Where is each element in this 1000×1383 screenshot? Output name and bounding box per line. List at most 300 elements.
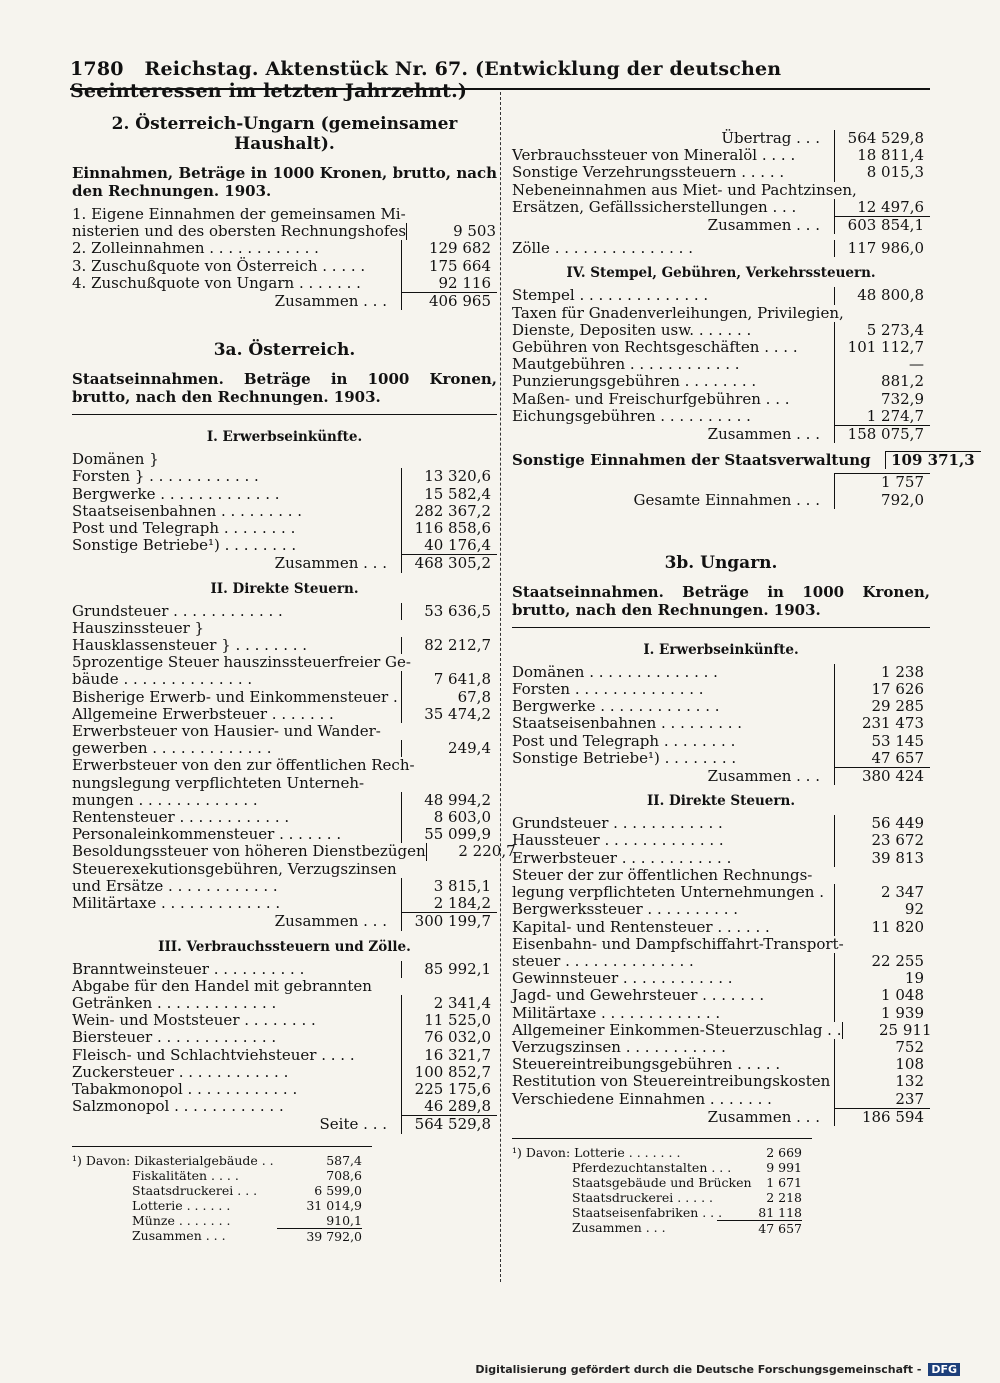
carry-label: Übertrag . . .: [721, 129, 820, 147]
hungary-table: [512, 627, 930, 1126]
right-column: [512, 110, 975, 1236]
total-label: Zusammen . . .: [707, 425, 820, 444]
row-value: 19: [834, 970, 930, 987]
row-label: Wein- und Moststeuer . . . . . . . .: [72, 1011, 316, 1030]
austria-continued-rows: [512, 147, 930, 216]
table-row: [512, 698, 930, 715]
row-label: Domänen . . . . . . . . . . . . . .: [512, 662, 718, 681]
row-value: 3 815,1: [401, 878, 497, 895]
table-row: [72, 620, 497, 637]
table-row: [72, 223, 497, 240]
table-row: [72, 740, 497, 757]
row-label: Eisenbahn- und Dampfschiffahrt-Transport-: [512, 934, 844, 953]
row-value: 2 184,2: [401, 895, 497, 912]
hungary-group1-rows: [512, 664, 930, 767]
header-rule: [70, 88, 930, 90]
table-row: [512, 936, 930, 953]
total-label: Zusammen . . .: [274, 554, 387, 573]
row-value: 11 525,0: [401, 1012, 497, 1029]
row-value: 101 112,7: [834, 339, 930, 356]
footnote-row: [512, 1145, 812, 1160]
total-label: Zusammen . . .: [707, 1107, 820, 1126]
austria-group2-rows: [72, 601, 516, 913]
row-label: Branntweinsteuer . . . . . . . . . .: [72, 959, 305, 978]
table-row: [72, 995, 497, 1012]
zoelle-label: Zölle . . . . . . . . . . . . . . .: [512, 239, 693, 258]
footnote-row: [72, 1153, 372, 1168]
table-row: [512, 953, 930, 970]
row-label: Haussteuer . . . . . . . . . . . . .: [512, 831, 724, 850]
row-label: legung verpflichteten Unternehmungen .: [512, 883, 824, 902]
table-row: [512, 750, 930, 767]
footnote-label: Staatsdruckerei . . .: [132, 1182, 258, 1198]
row-label: Bisherige Erwerb- und Einkommensteuer .: [72, 687, 398, 706]
footnote-row: [512, 1205, 812, 1220]
footnote-value: 9 991: [766, 1159, 802, 1175]
footer-text: Digitalisierung gefördert durch die Deutsche Forschungsgemeinschaft -: [475, 1363, 922, 1376]
total-value: 186 594: [834, 1108, 930, 1126]
row-label: Biersteuer . . . . . . . . . . . . .: [72, 1028, 277, 1047]
row-value: 8 603,0: [401, 809, 497, 826]
row-label: Militärtaxe . . . . . . . . . . . . .: [72, 894, 281, 913]
row-label: Sonstige Verzehrungssteuern . . . . .: [512, 163, 785, 182]
row-value: 237: [834, 1091, 930, 1108]
total-label: Zusammen . . .: [707, 216, 820, 235]
table-row: [512, 373, 930, 390]
footnote-austria: [72, 1146, 372, 1244]
table-row: [72, 486, 497, 503]
group-total-row: [512, 1108, 930, 1126]
page-header-title: Reichstag. Aktenstück Nr. 67. (Entwicklung der deutschen Seeinteressen im letzten Jahrzehnt.): [70, 58, 782, 102]
row-label: Verzugszinsen . . . . . . . . . . .: [512, 1037, 726, 1056]
table-row: [72, 689, 497, 706]
footnote-row: [72, 1168, 372, 1183]
row-value: 9 503: [406, 223, 502, 240]
table-row: [72, 723, 497, 740]
column-separator: [500, 92, 501, 1282]
row-value: 13 320,6: [401, 468, 497, 485]
footnote-value: 81 118: [758, 1204, 802, 1220]
table-row: [72, 842, 516, 861]
row-label: Post und Telegraph . . . . . . . .: [72, 519, 296, 538]
table-row: [72, 809, 497, 826]
row-value: 752: [834, 1039, 930, 1056]
row-value: 1 238: [834, 664, 930, 681]
table-row: [512, 715, 930, 732]
group-heading: II. Direkte Steuern.: [210, 580, 359, 597]
table-row: [72, 654, 497, 671]
footnote-hungary: [512, 1138, 812, 1236]
row-value: 35 474,2: [401, 706, 497, 723]
row-label: Zuckersteuer . . . . . . . . . . . .: [72, 1062, 289, 1081]
row-label: Eichungsgebühren . . . . . . . . . .: [512, 406, 751, 425]
row-label: Restitution von Steuereintreibungskosten: [512, 1072, 831, 1091]
footnote-value: 708,6: [326, 1167, 362, 1183]
table-row: [72, 826, 497, 843]
group-heading: I. Erwerbseinkünfte.: [206, 429, 363, 446]
row-label: 3. Zuschußquote von Österreich . . . . .: [72, 256, 366, 275]
total-value: 603 854,1: [834, 216, 930, 234]
row-label: 1. Eigene Einnahmen der gemeinsamen Mi-: [72, 205, 406, 223]
row-label: Bergwerke . . . . . . . . . . . . .: [72, 484, 280, 503]
row-value: 732,9: [834, 391, 930, 408]
row-value: 22 255: [834, 953, 930, 970]
row-label: Staatseisenbahnen . . . . . . . . .: [72, 501, 303, 520]
group-heading: IV. Stempel, Gebühren, Verkehrssteuern.: [566, 265, 876, 282]
row-label: Punzierungsgebühren . . . . . . . .: [512, 372, 757, 391]
footnote-row: [72, 1198, 372, 1213]
table-row: [512, 322, 930, 339]
table-row: [512, 664, 930, 681]
row-label: Steuerexekutionsgebühren, Verzugszinsen: [72, 859, 397, 878]
table-row: [72, 451, 497, 468]
row-value: 23 672: [834, 832, 930, 849]
table-row: [72, 275, 497, 292]
table-row: [72, 1098, 497, 1115]
footnote-row: [72, 1213, 372, 1228]
table-row: [512, 1039, 930, 1056]
row-label: bäude . . . . . . . . . . . . . .: [72, 670, 253, 689]
row-label: 5prozentige Steuer hauszinssteuerfreier Ge-: [72, 653, 411, 672]
group-heading: I. Erwerbseinkünfte.: [643, 641, 799, 658]
row-label: Allgemeine Erwerbsteuer . . . . . . .: [72, 704, 334, 723]
table-row: [72, 861, 497, 878]
footnote-row: [512, 1175, 812, 1190]
footnote-label: Pferdezuchtanstalten . . .: [572, 1159, 732, 1175]
table-row: [512, 408, 930, 425]
table-row: [72, 1064, 497, 1081]
section-title-austria: 3a. Österreich.: [213, 340, 356, 361]
table-row: [512, 147, 930, 164]
table-row: [72, 878, 497, 895]
footnote-value: 587,4: [326, 1152, 362, 1168]
row-label: Abgabe für den Handel mit gebrannten: [72, 976, 372, 995]
total-value: 158 075,7: [834, 425, 930, 443]
row-label: Sonstige Betriebe¹) . . . . . . . .: [72, 536, 297, 555]
row-label: Steuer der zur öffentlichen Rechnungs-: [512, 865, 813, 884]
row-value: 881,2: [834, 373, 930, 390]
row-label: Nebeneinnahmen aus Miet- und Pachtzinsen,: [512, 180, 857, 199]
table-row: [72, 258, 497, 275]
section-title-austria-hungary: 2. Österreich-Ungarn (gemeinsamer Haushalt).: [111, 114, 458, 154]
row-value: 18 811,4: [834, 147, 930, 164]
table-row: [512, 339, 930, 356]
table-row: [72, 961, 497, 978]
table-row: [512, 733, 930, 750]
section-title-hungary: 3b. Ungarn.: [664, 552, 778, 573]
footnote-label: Staatseisenfabriken . . .: [572, 1204, 723, 1220]
austria-table: [72, 414, 516, 1134]
section-subtitle-austria: Staatseinnahmen. Beträge in 1000 Kronen, brutto, nach den Rechnungen. 1903.: [72, 370, 497, 407]
row-label: Taxen für Gnadenverleihungen, Privilegien,: [512, 303, 844, 322]
row-label: Erwerbsteuer . . . . . . . . . . . .: [512, 848, 732, 867]
row-value: 47 657: [834, 750, 930, 767]
footnote-total-row: [512, 1220, 812, 1236]
table-row: [512, 356, 930, 373]
zoelle-value: 117 986,0: [834, 240, 930, 257]
row-label: nisterien und des obersten Rechnungshofes: [72, 222, 407, 241]
total-label: Seite . . .: [319, 1115, 387, 1134]
row-label: Allgemeiner Einkommen-Steuerzuschlag . .: [512, 1020, 842, 1039]
row-label: Steuereintreibungsgebühren . . . . .: [512, 1055, 781, 1074]
total-value: 300 199,7: [401, 912, 497, 930]
row-value: 48 994,2: [401, 792, 497, 809]
total-value: 406 965: [401, 292, 497, 310]
footnote-label: Lotterie . . . . . .: [132, 1197, 231, 1213]
table-row: [72, 503, 497, 520]
table-row: [512, 1056, 930, 1073]
table-row: [72, 1029, 497, 1046]
row-label: nungslegung verpflichteten Unterneh-: [72, 773, 365, 792]
footnote-total-value: 47 657: [717, 1220, 802, 1236]
table-row: [72, 775, 497, 792]
row-value: 2 341,4: [401, 995, 497, 1012]
table-row: [512, 987, 930, 1004]
row-label: gewerben . . . . . . . . . . . . .: [72, 739, 272, 758]
austria-hungary-total-row: [72, 292, 497, 310]
total-value: 468 305,2: [401, 554, 497, 572]
table-row: [512, 287, 930, 304]
row-label: Ersätzen, Gefällssicherstellungen . . .: [512, 197, 797, 216]
total-label: Zusammen . . .: [274, 912, 387, 931]
row-value: 76 032,0: [401, 1029, 497, 1046]
dfg-logo: DFG: [928, 1363, 960, 1376]
table-row: [72, 792, 497, 809]
row-value: 17 626: [834, 681, 930, 698]
row-value: 53 636,5: [401, 603, 497, 620]
group-total-row: [72, 554, 497, 572]
row-label: 4. Zuschußquote von Ungarn . . . . . . .: [72, 273, 361, 292]
footnote-total-value: 39 792,0: [277, 1228, 362, 1244]
table-row: [72, 520, 497, 537]
table-row: [512, 1005, 930, 1022]
table-row: [72, 637, 497, 654]
row-label: Sonstige Betriebe¹) . . . . . . . .: [512, 748, 737, 767]
row-label: Bergwerke . . . . . . . . . . . . .: [512, 697, 720, 716]
footnote-rows: [512, 1145, 812, 1220]
row-label: Gebühren von Rechtsgeschäften . . . .: [512, 338, 798, 357]
table-row: [512, 832, 930, 849]
row-value: 5 273,4: [834, 322, 930, 339]
row-label: Forsten } . . . . . . . . . . . .: [72, 467, 259, 486]
group-total-row: [512, 767, 930, 785]
table-row: [72, 895, 497, 912]
footnote-value: 31 014,9: [306, 1197, 362, 1213]
table-row: [72, 706, 497, 723]
row-label: Grundsteuer . . . . . . . . . . . .: [512, 814, 723, 833]
row-label: Post und Telegraph . . . . . . . .: [512, 731, 736, 750]
group-total-row: [72, 912, 497, 930]
table-row: [512, 681, 930, 698]
grand-total-row: [512, 473, 930, 508]
carry-value: 564 529,8: [834, 130, 930, 147]
row-label: Dienste, Depositen usw. . . . . . .: [512, 320, 752, 339]
row-label: Domänen }: [72, 450, 159, 469]
footnote-label: ¹) Davon: Dikasterialgebäude . .: [72, 1152, 274, 1168]
row-label: steuer . . . . . . . . . . . . . .: [512, 951, 694, 970]
row-value: 12 497,6: [834, 199, 930, 216]
row-value: 132: [834, 1073, 930, 1090]
row-label: Stempel . . . . . . . . . . . . . .: [512, 286, 709, 305]
row-label: Erwerbsteuer von den zur öffentlichen Rech-: [72, 756, 415, 775]
table-row: [512, 1073, 930, 1090]
footnote-rows: [72, 1153, 372, 1228]
table-row: [72, 671, 497, 688]
footnote-value: 6 599,0: [314, 1182, 362, 1198]
table-row: [512, 970, 930, 987]
total-label: Zusammen . . .: [274, 292, 387, 311]
row-label: Hauszinssteuer }: [72, 618, 205, 637]
group-heading: II. Direkte Steuern.: [646, 793, 796, 810]
row-label: Salzmonopol . . . . . . . . . . . .: [72, 1097, 284, 1116]
footnote-label: Staatsgebäude und Brücken: [572, 1174, 752, 1190]
section-subtitle-hungary: Staatseinnahmen. Beträge in 1000 Kronen, brutto, nach den Rechnungen. 1903.: [512, 582, 930, 619]
group-heading: III. Verbrauchssteuern und Zölle.: [158, 938, 411, 955]
row-value: 100 852,7: [401, 1064, 497, 1081]
row-value: 55 099,9: [401, 826, 497, 843]
table-row: [72, 1012, 497, 1029]
footnote-label: Fiskalitäten . . . .: [132, 1167, 239, 1183]
carry-row: [512, 130, 930, 147]
table-row: [72, 603, 497, 620]
table-row: [512, 199, 930, 216]
row-value: 40 176,4: [401, 537, 497, 554]
row-value: 39 813: [834, 850, 930, 867]
row-label: Besoldungssteuer von höheren Dienstbezügen: [72, 842, 426, 861]
group-total-row: [512, 425, 930, 443]
hungary-group2-rows: [512, 815, 930, 1107]
table-row: [72, 1047, 497, 1064]
row-value: 2 220,7: [426, 843, 522, 860]
row-value: 16 321,7: [401, 1047, 497, 1064]
footnote-label: Staatsdruckerei . . . . .: [572, 1189, 714, 1205]
table-row: [72, 978, 497, 995]
table-row: [72, 537, 497, 554]
footnote-row: [72, 1183, 372, 1198]
total-label: Zusammen . . .: [707, 767, 820, 786]
row-value: 282 367,2: [401, 503, 497, 520]
row-value: 231 473: [834, 715, 930, 732]
page-total-row: [72, 1115, 497, 1133]
row-label: Forsten . . . . . . . . . . . . . .: [512, 680, 704, 699]
row-value: 7 641,8: [401, 671, 497, 688]
row-value: 11 820: [834, 919, 930, 936]
section-subtitle-austria-hungary: Einnahmen, Beträge in 1000 Kronen, brutto, nach den Rechnungen. 1903.: [72, 164, 497, 200]
table-row: [512, 391, 930, 408]
footnote-total-label: Zusammen . . .: [572, 1219, 666, 1235]
row-value: 8 015,3: [834, 164, 930, 181]
row-value: 1 048: [834, 987, 930, 1004]
row-value: —: [834, 356, 930, 373]
other-income-value: 109 371,3: [885, 451, 981, 469]
table-row: [512, 182, 930, 199]
row-value: 53 145: [834, 733, 930, 750]
total-value: 564 529,8: [401, 1115, 497, 1133]
table-row: [512, 850, 930, 867]
footnote-value: 2 218: [766, 1189, 802, 1205]
row-label: Verbrauchssteuer von Mineralöl . . . .: [512, 146, 796, 165]
row-value: 46 289,8: [401, 1098, 497, 1115]
footnote-total-label: Zusammen . . .: [132, 1227, 226, 1243]
zoelle-row: [512, 240, 930, 257]
row-label: Bergwerkssteuer . . . . . . . . . .: [512, 900, 739, 919]
row-label: Mautgebühren . . . . . . . . . . . .: [512, 355, 740, 374]
table-row: [512, 919, 930, 936]
footnote-total-row: [72, 1228, 372, 1244]
footnote-value: 2 669: [766, 1144, 802, 1160]
table-row: [512, 867, 930, 884]
row-value: 92: [834, 901, 930, 918]
group-total-row: [512, 216, 930, 234]
row-value: 48 800,8: [834, 287, 930, 304]
row-value: 1 274,7: [834, 408, 930, 425]
table-row: [72, 757, 497, 774]
table-row: [512, 884, 930, 901]
row-label: Jagd- und Gewehrsteuer . . . . . . .: [512, 986, 765, 1005]
austria-group1-rows: [72, 451, 497, 554]
footnote-row: [512, 1160, 812, 1175]
row-label: Tabakmonopol . . . . . . . . . . . .: [72, 1079, 298, 1098]
austria-group4-rows: [512, 287, 930, 425]
row-value: 175 664: [401, 258, 497, 275]
table-row: [512, 1091, 930, 1108]
row-value: 116 858,6: [401, 520, 497, 537]
row-value: 67,8: [401, 689, 497, 706]
footnote-row: [512, 1190, 812, 1205]
left-column: [72, 110, 516, 1244]
footnote-label: Münze . . . . . . .: [132, 1212, 231, 1228]
grand-total-label: Gesamte Einnahmen . . .: [633, 490, 820, 509]
other-income-label: Sonstige Einnahmen der Staatsverwaltung: [512, 451, 871, 470]
grand-total-value: 1 757 792,0: [834, 473, 930, 508]
row-label: Militärtaxe . . . . . . . . . . . . .: [512, 1003, 721, 1022]
table-row: [512, 164, 930, 181]
table-row: [72, 468, 497, 485]
footnote-label: ¹) Davon: Lotterie . . . . . . .: [512, 1144, 681, 1160]
row-label: Erwerbsteuer von Hausier- und Wander-: [72, 722, 381, 741]
row-label: Getränken . . . . . . . . . . . . .: [72, 993, 277, 1012]
digitization-footer: [475, 1363, 960, 1376]
row-label: Kapital- und Rentensteuer . . . . . .: [512, 917, 770, 936]
row-value: 25 911: [842, 1022, 938, 1039]
table-row: [72, 1081, 497, 1098]
row-label: Personaleinkommensteuer . . . . . . .: [72, 825, 342, 844]
table-row: [512, 305, 930, 322]
row-value: 249,4: [401, 740, 497, 757]
footnote-value: 910,1: [326, 1212, 362, 1228]
row-value: 2 347: [834, 884, 930, 901]
other-income-row: [512, 451, 975, 470]
row-label: Verschiedene Einnahmen . . . . . . .: [512, 1089, 772, 1108]
row-label: Staatseisenbahnen . . . . . . . . .: [512, 714, 743, 733]
row-value: 1 939: [834, 1005, 930, 1022]
row-label: Hausklassensteuer } . . . . . . . .: [72, 636, 308, 655]
row-value: 225 175,6: [401, 1081, 497, 1098]
row-label: mungen . . . . . . . . . . . . .: [72, 790, 258, 809]
table-row: [72, 206, 497, 223]
austria-hungary-table: [72, 206, 497, 292]
row-value: 85 992,1: [401, 961, 497, 978]
footnote-value: 1 671: [766, 1174, 802, 1190]
table-row: [72, 240, 497, 257]
row-value: 56 449: [834, 815, 930, 832]
austria-group3-rows: [72, 961, 497, 1116]
row-label: 2. Zolleinnahmen . . . . . . . . . . . .: [72, 239, 319, 258]
table-row: [512, 901, 930, 918]
row-value: 129 682: [401, 240, 497, 257]
row-value: 108: [834, 1056, 930, 1073]
row-label: Gewinnsteuer . . . . . . . . . . . .: [512, 969, 733, 988]
